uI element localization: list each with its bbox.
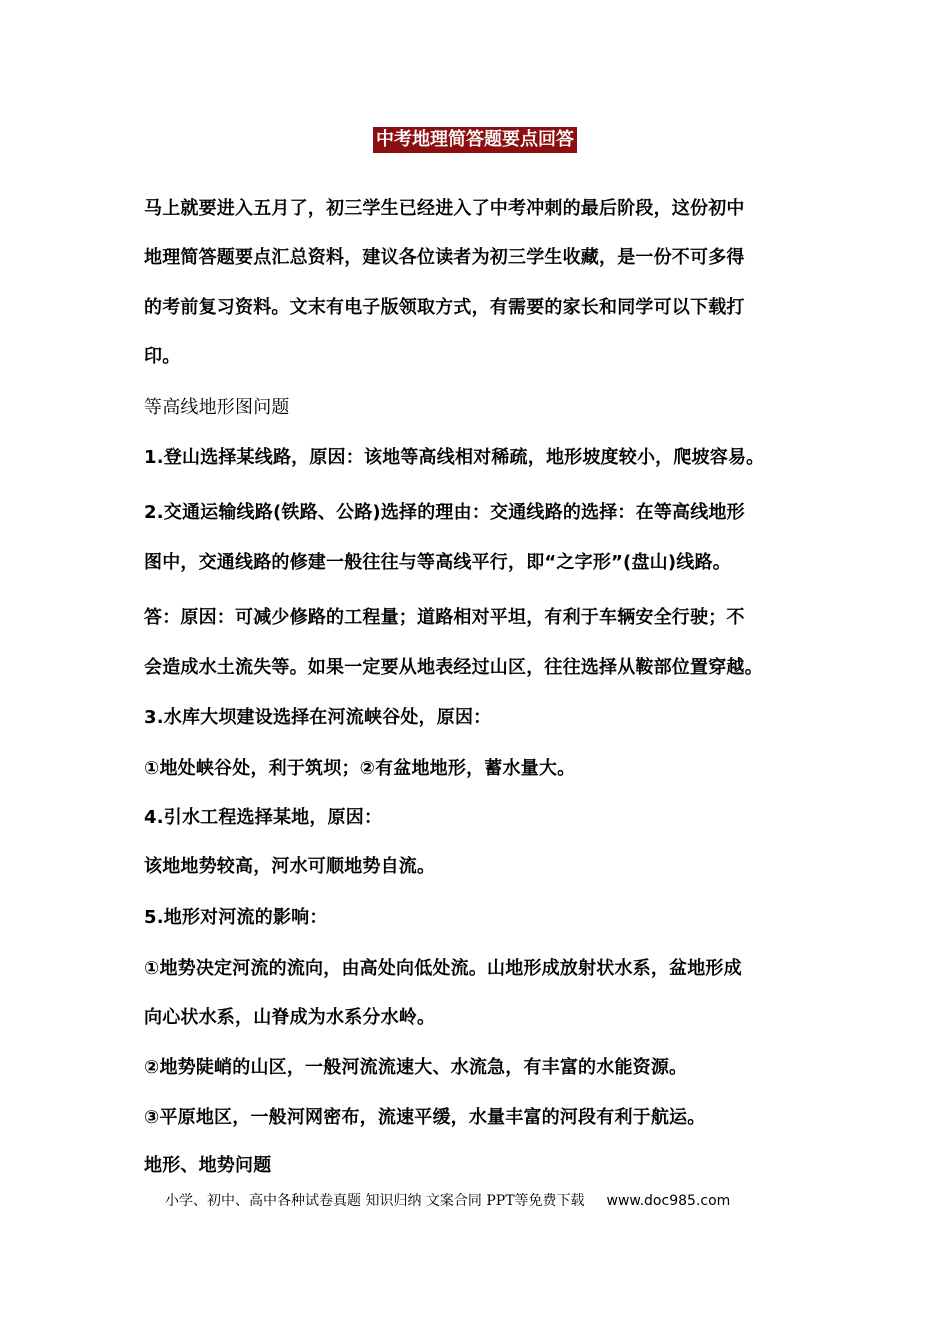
item-2-line-2: 图中，交通线路的修建一般往往与等高线平行，即“之字形”(盘山)线路。 bbox=[144, 552, 731, 573]
footer-url: www.doc985.com bbox=[606, 1193, 731, 1209]
intro-line-4: 印。 bbox=[144, 346, 181, 367]
title-wrap bbox=[0, 127, 950, 153]
footer-text: 小学、初中、高中各种试卷真题 知识归纳 文案合同 PPT等免费下载 bbox=[165, 1193, 585, 1209]
item-5-detail-1a: ①地势决定河流的流向，由高处向低处流。山地形成放射状水系，盆地形成 bbox=[144, 958, 742, 979]
item-3-detail: ①地处峡谷处，利于筑坝；②有盆地地形，蓄水量大。 bbox=[144, 758, 576, 779]
item-3: 3.水库大坝建设选择在河流峡谷处，原因： bbox=[144, 707, 492, 728]
intro-line-1: 马上就要进入五月了，初三学生已经进入了中考冲刺的最后阶段，这份初中 bbox=[144, 198, 745, 219]
document-title: 中考地理简答题要点回答 bbox=[373, 127, 577, 153]
answer-line-2: 会造成水土流失等。如果一定要从地表经过山区，往往选择从鞍部位置穿越。 bbox=[144, 657, 763, 678]
section-heading-contour: 等高线地形图问题 bbox=[144, 397, 290, 418]
intro-line-2: 地理简答题要点汇总资料，建议各位读者为初三学生收藏，是一份不可多得 bbox=[144, 247, 745, 268]
item-2-line-1: 2.交通运输线路(铁路、公路)选择的理由：交通线路的选择：在等高线地形 bbox=[144, 502, 745, 523]
item-5-detail-2: ②地势陡峭的山区，一般河流流速大、水流急，有丰富的水能资源。 bbox=[144, 1057, 688, 1078]
item-1: 1.登山选择某线路，原因：该地等高线相对稀疏，地形坡度较小，爬坡容易。 bbox=[144, 447, 765, 468]
item-5-detail-1b: 向心状水系，山脊成为水系分水岭。 bbox=[144, 1007, 436, 1028]
item-4-detail: 该地地势较高，河水可顺地势自流。 bbox=[144, 856, 436, 877]
item-5: 5.地形对河流的影响： bbox=[144, 907, 328, 928]
answer-line-1: 答：原因：可减少修路的工程量；道路相对平坦，有利于车辆安全行驶；不 bbox=[144, 607, 745, 628]
section-heading-terrain: 地形、地势问题 bbox=[144, 1155, 272, 1176]
intro-line-3: 的考前复习资料。文末有电子版领取方式，有需要的家长和同学可以下载打 bbox=[144, 297, 745, 318]
item-5-detail-3: ③平原地区，一般河网密布，流速平缓，水量丰富的河段有利于航运。 bbox=[144, 1107, 706, 1128]
item-4: 4.引水工程选择某地，原因： bbox=[144, 807, 383, 828]
page-footer bbox=[165, 1190, 805, 1212]
